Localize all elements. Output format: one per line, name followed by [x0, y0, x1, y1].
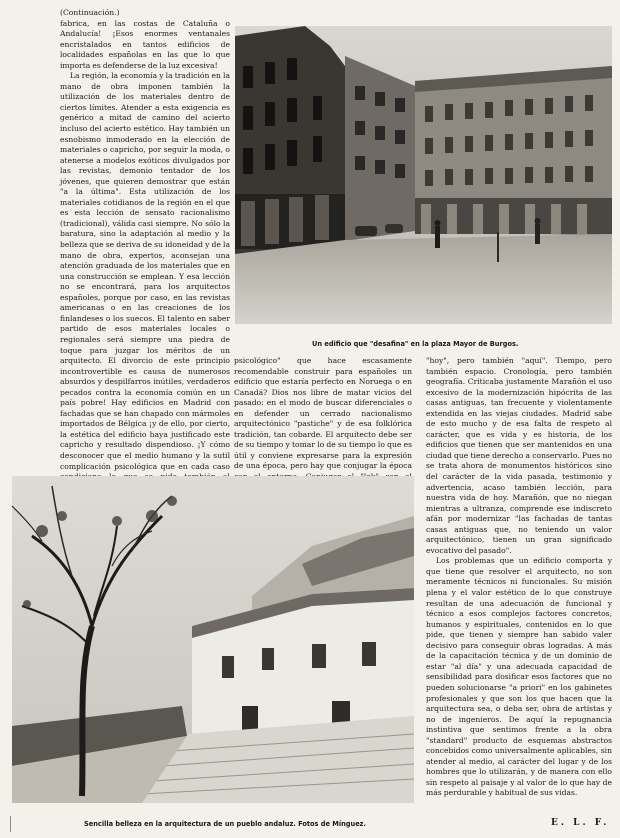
article-paragraph: La región, la economía y la tradición en la mano de obra imponen también la utilización de los materiales dentro de ciertos límites. Atender a esta exigencia es genérico a mitad de camino del acierto incluso del acierto estético. Hay también un esnobismo inmoderado en la elección de materiales o capricho, por seguir la moda, o atenerse a modelos exóticos divulgados por las revistas, demonio tentador de los jóvenes, que quieren demostrar que están "a la última". Esta utilización de los materiales cotidianos de la región en el que es esta lección de sensato racionalismo (tradicional), válida casi siempre. No sólo la baratura, sino la adaptación al medio y la belleza que se deriva de su idoneidad y de la mano de obra, expertos, aconsejan una atención graduada de los materiales que en una construcción se emplean. Y esa lección no se encontrará, para los arquitectos españoles, porque por caso, en las revistas americanas o en las creaciones de los finlandeses o los suecos. El talento en saber partido de esos materiales locales o regionales será siempre una piedra de toque para juzgar los méritos de un arquitecto. El divorcio de este principio incontrovertible es causa de numerosos absurdos y despilfarros inútiles, verdaderos pecados contra la economía común en un país pobre! Hay edificios en Madrid con fachadas que se han chapado con mármoles importados de Bélgica ¡y de ello, por cierto, la estética del edificio haya justificado este capricho y resultado dispendioso. ¡Y cómo desconocer que el medio humano y la sutil complicación psicológica que en cada caso [60, 71, 230, 471]
continuation-label: (Continuación.) [60, 8, 120, 17]
article-paragraph: Los problemas que un edificio comporta y que tiene que resolver el arquitecto, no son meramente técnicos ni funcionales. Su misión plena y el valor estético de lo que construye resultan de una adecuación de funcional y técnico a esos complejos factores concretos, humanos y espirituales, contenidos en lo que pide, que tienen y siempre han sabido valer decisivo para conseguir obras logradas. A más de la capacitación técnica y de un dominio de estar "al día" y una adecuada capacidad de sensibilidad para dosificar esos factores que no pueden solucionarse "a priori" en los gabinetes profesionales y que son los que hacen que la arquitectura sea, o deba ser, obra de artistas y no de ingenieros. De aquí la repugnancia instintiva que sentimos frente a la obra "standard" producto de esquemas abstractos concebidos como universalmente aplicables, sin atender al medio, al carácter del lugar y de los hombres que lo utilizarán, y de manera con ello sin respeto al paisaje y al valor de lo que hay de más perdurable y habitual de sus vidas. [426, 556, 612, 798]
photo-plaza-mayor-burgos [235, 26, 612, 324]
photo-caption-andalucia: Sencilla belleza en la arquitectura de un pueblo andaluz. Fotos de Mínguez. [84, 820, 367, 828]
margin-mark [10, 816, 19, 832]
photo-pueblo-andaluz [12, 476, 414, 803]
article-column-2 [234, 356, 412, 471]
article-paragraph: "hoy", pero también "aquí". Tiempo, pero también espacio. Cronología, pero también geografía. Criticaba justamente Marañón el uso excesivo de la modernización hipócrita de las casas antiguas, tan frecuente y violentamente extendida en las viejas ciudades. Madrid sabe de esto mucho y de esa falta de respeto al carácter, que es vida y es historia, de los edificios que tienen que ser mantenidos en una ciudad que tiene derecho a conservarlo. Pues no se trata ahora de monumentos históricos sino del carácter de la vida pasada, testimonio y advertencia, acaso también lección, para nuestra vida de hoy. Marañón, que no niegan mientras a ultranza, comprende ese indiscreto afán por modernizar "las fachadas de tantas casas antiguas que, no teniendo un valor arquitectónico, tienen un gran significado evocativo del pasado". [426, 356, 612, 555]
article-column-3 [426, 356, 612, 806]
article-paragraph: psicológico" que hace escasamente recomendable construir para españoles un edificio que estaría perfecto en Noruega o en Canadá? Dios nos libre de matar vicios del pasado: en el modo de buscar diferenciales o en defender un cerrado nacionalismo arquitectónico "pastiche" y de esa folklórica tradición, tan cobarde. El arquitecto debe ser de su tiempo y tomar lo de su tiempo lo que es útil y conviene expresarse para la expresión de una época, pero hay que conjugar la época [234, 356, 412, 471]
article-paragraph: fabrica, en las costas de Cataluña o Andalucía! ¡Esos enormes ventanales encristalados en tantos edificios de localidades españolas en las que lo que importa es defenderse de la luz excesiva! [60, 18, 230, 70]
photo-caption-burgos: Un edificio que "desafina" en la plaza Mayor de Burgos. [312, 340, 519, 348]
author-initials: E. L. F. [551, 818, 610, 828]
article-column-1 [60, 8, 230, 476]
